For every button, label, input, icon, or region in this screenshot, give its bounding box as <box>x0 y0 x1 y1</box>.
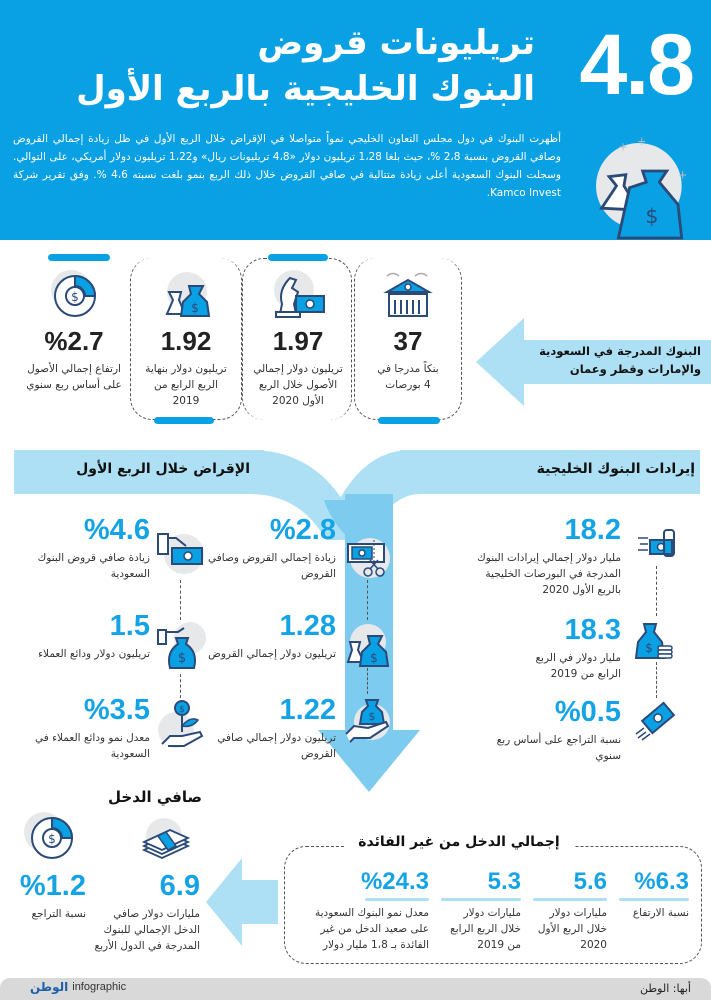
net-income-label: نسبة التراجع <box>31 908 86 920</box>
lending-item <box>206 516 336 582</box>
stat-value: 37 <box>393 326 423 356</box>
svg-text:$: $ <box>191 301 199 315</box>
lending-value: %2.8 <box>269 514 336 546</box>
non-interest-item <box>533 870 607 953</box>
revenue-label: نسبة التراجع على أساس ربع سنوي <box>496 734 621 762</box>
connector-line <box>656 566 657 616</box>
lending-label: تريليون دولار إجمالي القروض <box>208 648 336 660</box>
accent-bar <box>378 417 440 424</box>
non-interest-item <box>299 870 429 953</box>
non-interest-item <box>441 870 521 953</box>
non-interest-label: مليارات دولار خلال الربع الأول 2020 <box>537 907 607 951</box>
revenue-value: 18.3 <box>564 614 621 646</box>
svg-text:$: $ <box>370 651 378 665</box>
headline-number: 4.8 <box>579 17 693 113</box>
connector-line <box>180 674 181 698</box>
lending-item <box>206 696 336 762</box>
deposit-item <box>20 696 150 762</box>
money-bags-icon <box>161 270 211 320</box>
revenue-value: 18.2 <box>564 514 621 546</box>
net-income-value: 6.9 <box>159 870 200 902</box>
chess-knight-cash-icon <box>270 270 326 320</box>
lending-value: 1.22 <box>279 694 336 726</box>
lending-item <box>206 612 336 662</box>
accent-bar <box>268 254 328 261</box>
svg-text:+: + <box>677 168 688 182</box>
deposit-value: %3.5 <box>83 694 150 726</box>
hand-money-bag-icon <box>344 696 390 742</box>
net-income-arrow <box>206 858 278 946</box>
money-bags-icon <box>344 622 390 666</box>
hand-holding-bag-icon <box>156 622 204 672</box>
svg-text:$: $ <box>179 705 185 715</box>
revenue-value: %0.5 <box>554 696 621 728</box>
lending-label: زيادة إجمالي القروض وصافي القروض <box>208 552 336 580</box>
stat-value: 1.97 <box>272 326 324 356</box>
brand-logo: الوطن <box>30 980 69 994</box>
deposit-item <box>20 516 150 582</box>
deposit-item <box>20 612 150 662</box>
bank-building-icon <box>383 270 433 320</box>
lending-value: 1.28 <box>279 610 336 642</box>
deposit-label: تريليون دولار ودائع العملاء <box>38 648 150 660</box>
underline <box>365 898 429 901</box>
net-income-item <box>92 872 200 954</box>
money-plant-icon <box>156 700 206 748</box>
deposit-label: معدل نمو ودائع العملاء في السعودية <box>35 732 150 760</box>
connector-line <box>180 580 181 620</box>
revenue-item <box>471 516 621 598</box>
connector-line <box>367 580 368 620</box>
non-interest-value: %6.3 <box>634 868 689 895</box>
intro-paragraph: أظهرت البنوك في دول مجلس التعاون الخليجي نمواً متواصلا في الإقراض خلال الربع الأول في ظل زيادة إجمالي القروض وصافي القروض بنسبة 2،8 %، حيث بلغا 1،28 تريليون دولار «4،8 تريليونات ريال» و1،22 تريليون دولار أمريكي، على التوالي. وسجلت البنوك السعودية أعلى زيادة متتالية في صافي القروض خلال ذلك الربع بنمو بلغت نسبته 4،6 %. وفق تقرير شركة Kamco Invest. <box>13 133 561 199</box>
revenue-label: مليار دولار في الربع الرابع من 2019 <box>535 652 621 680</box>
revenue-item <box>471 698 621 764</box>
stat-label: ارتفاع إجمالي الأصول على أساس ربع سنوي <box>26 363 122 391</box>
brand-mark <box>30 980 126 994</box>
svg-text:+: + <box>618 140 628 154</box>
non-interest-value: %24.3 <box>360 868 429 895</box>
svg-text:$: $ <box>645 641 653 655</box>
dollar-pie-chart-icon <box>49 270 99 320</box>
net-income-label: مليارات دولار صافي الدخل الإجمالي للبنوك المدرجة في الدول الأربع <box>94 908 200 952</box>
non-interest-value: 5.6 <box>573 868 607 895</box>
headline-line-2: البنوك الخليجية بالربع الأول <box>76 69 535 109</box>
headline-line-1: تريليونات قروض <box>257 23 535 63</box>
headline-title <box>35 20 535 112</box>
stat-prior-assets <box>138 270 234 409</box>
revenue-label: مليار دولار إجمالي إيرادات البنوك المدرجة في البورصات الخليجية بالربع الأول 2020 <box>477 552 621 596</box>
lending-heading: الإقراض خلال الربع الأول <box>76 461 250 477</box>
net-income-heading: صافي الدخل <box>108 788 202 806</box>
cash-scissors-icon <box>344 534 388 578</box>
stat-value: %2.7 <box>44 326 104 356</box>
accent-bar <box>154 417 214 424</box>
svg-text:$: $ <box>71 290 79 304</box>
accent-bar <box>48 254 110 261</box>
stat-asset-growth <box>22 270 126 393</box>
svg-text:$: $ <box>48 832 56 846</box>
stat-label: تريليون دولار إجمالي الأصول خلال الربع الأول 2020 <box>253 363 343 407</box>
non-interest-item <box>619 870 689 921</box>
connector-line <box>367 668 368 694</box>
non-interest-label: معدل نمو البنوك السعودية على صعيد الدخل من غير الفائدة بـ 1،8 مليار دولار <box>315 907 429 951</box>
non-interest-label: نسبة الارتفاع <box>632 907 689 919</box>
stat-label: تريليون دولار بنهاية الربع الرابع من 2019 <box>145 363 227 407</box>
deposit-value: %4.6 <box>83 514 150 546</box>
flying-cash-icon <box>634 700 676 740</box>
connector-line <box>656 662 657 698</box>
net-income-value: %1.2 <box>19 870 86 902</box>
underline <box>619 898 689 901</box>
non-interest-label: مليارات دولار خلال الربع الرابع من 2019 <box>450 907 521 951</box>
stat-total-assets <box>248 270 348 409</box>
hand-cash-icon <box>156 532 204 576</box>
net-income-item <box>10 872 86 922</box>
money-bag-coins-icon <box>632 620 678 660</box>
svg-text:$: $ <box>177 651 187 666</box>
stat-listed-banks <box>360 270 456 393</box>
svg-text:$: $ <box>368 710 376 723</box>
deposit-label: زيادة صافي قروض البنوك السعودية <box>37 552 150 580</box>
cash-transfer-icon <box>636 528 678 564</box>
listed-banks-label: البنوك المدرجة في السعودية والإمارات وقطر وعمان <box>539 344 701 376</box>
cash-stack-icon <box>140 816 192 862</box>
stat-value: 1.92 <box>160 326 212 356</box>
underline <box>441 898 521 901</box>
underline <box>533 898 607 901</box>
dollar-pie-chart-icon <box>22 812 78 862</box>
revenue-item <box>471 616 621 682</box>
stat-label: بنكاً مدرجا في 4 بورصات <box>377 363 439 391</box>
non-interest-value: 5.3 <box>487 868 521 895</box>
deposit-value: 1.5 <box>109 610 150 642</box>
svg-text:+: + <box>637 134 647 148</box>
lending-label: تريليون دولار إجمالي صافي القروض <box>217 732 336 760</box>
non-interest-heading: إجمالي الدخل من غير الفائدة <box>344 834 574 850</box>
source-credit: أبها: الوطن <box>640 982 691 995</box>
svg-text:$: $ <box>645 204 659 229</box>
brand-label: infographic <box>72 981 127 993</box>
revenues-heading: إيرادات البنوك الخليجية <box>536 461 695 477</box>
money-bags-icon <box>581 130 693 238</box>
